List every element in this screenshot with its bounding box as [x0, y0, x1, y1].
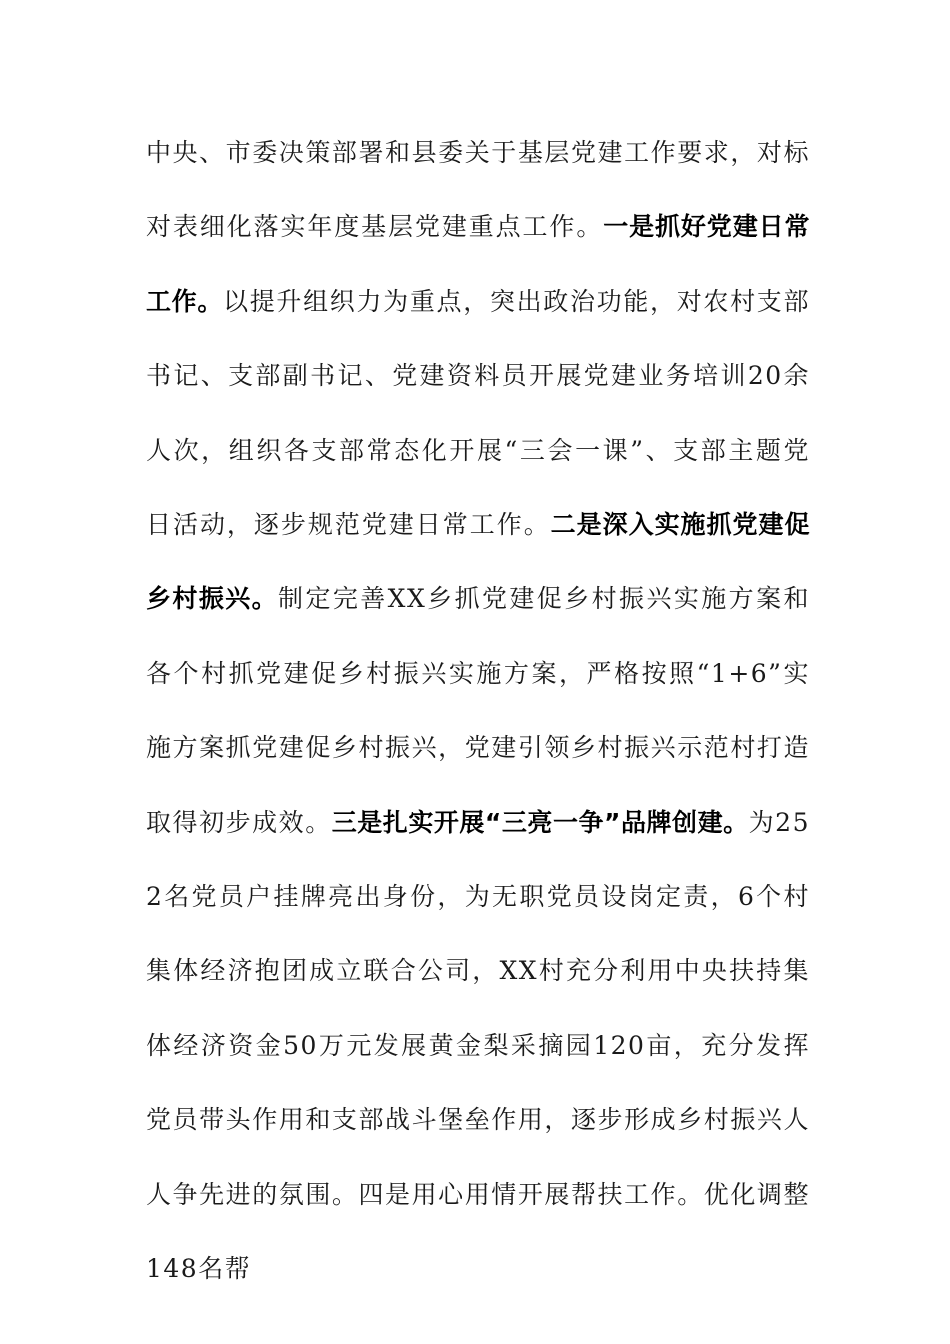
paragraph-text: 为252名党员户挂牌亮出身份，为无职党员设岗定责，6个村集体经济抱团成立联合公司，XX村充分利用中央扶持集体经济资金50万元发展黄金梨采摘园120亩，充分发挥党员带头作用和支部战斗堡垒作用，逐步形成乡村振兴人人争先进的氛围。四是用心用情开展帮扶工作。优化调整148名帮: [146, 807, 810, 1284]
body-paragraph: [146, 116, 810, 1307]
heading-one-daily-work: 一是抓好党建日常工作。: [146, 212, 810, 316]
heading-two-rural-revitalization: 二是深入实施抓党建促乡村振兴。: [146, 510, 810, 614]
paragraph-text: 制定完善XX乡抓党建促乡村振兴实施方案和各个村抓党建促乡村振兴实施方案，严格按照“1+6”实施方案抓党建促乡村振兴，党建引领乡村振兴示范村打造取得初步成效。: [146, 584, 810, 837]
paragraph-text: 以提升组织力为重点，突出政治功能，对农村支部书记、支部副书记、党建资料员开展党建业务培训20余人次，组织各支部常态化开展“三会一课”、支部主题党日活动，逐步规范党建日常工作。: [146, 286, 810, 540]
heading-three-brand-creation: 三是扎实开展“三亮一争”品牌创建。: [331, 807, 749, 837]
paragraph-text: 中央、市委决策部署和县委关于基层党建工作要求，对标对表细化落实年度基层党建重点工作。: [146, 138, 810, 242]
